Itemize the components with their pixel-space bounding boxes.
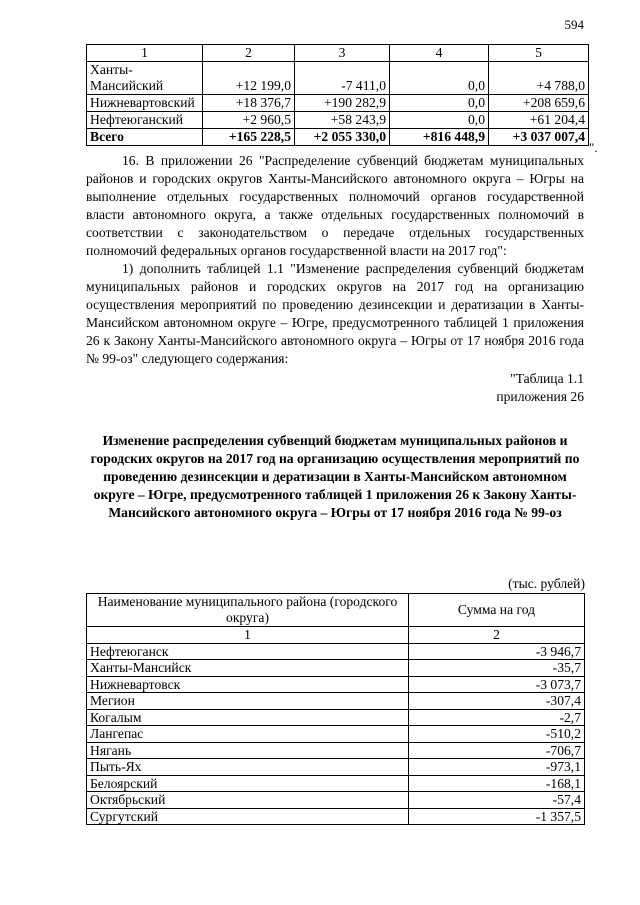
value-cell: -307,4 [409, 693, 585, 710]
row-name-cell: Ханты-Мансийск [87, 660, 409, 677]
value-cell: -2,7 [409, 709, 585, 726]
value-cell: +4 788,0 [489, 62, 589, 95]
column-header-row [87, 594, 585, 627]
value-cell: +2 960,5 [203, 112, 295, 129]
document-body [86, 152, 584, 522]
value-cell: -35,7 [409, 660, 585, 677]
value-cell: -973,1 [409, 759, 585, 776]
total-value-cell: +2 055 330,0 [295, 129, 390, 146]
total-row [87, 129, 589, 146]
table-row [87, 775, 585, 792]
value-cell: +12 199,0 [203, 62, 295, 95]
subvention-table [86, 593, 585, 825]
table-row [87, 62, 589, 95]
table-row [87, 742, 585, 759]
table-row [87, 709, 585, 726]
table-row [87, 808, 585, 825]
row-name-line: Ханты- [90, 62, 133, 77]
table-row [87, 643, 585, 660]
table-number: "Таблица 1.1 [510, 371, 584, 386]
value-cell: -3 946,7 [409, 643, 585, 660]
value-cell: -168,1 [409, 775, 585, 792]
table-row [87, 726, 585, 743]
value-cell: 0,0 [390, 62, 489, 95]
units-label: (тыс. рублей) [508, 576, 585, 591]
column-number-row [87, 627, 585, 644]
row-name-cell: Нижневартовский [87, 95, 203, 112]
page-number: 594 [564, 17, 584, 32]
value-cell: +208 659,6 [489, 95, 589, 112]
appendix-number: приложения 26 [496, 389, 584, 404]
header-cell: 2 [203, 45, 295, 62]
row-name-line: Мансийский [90, 78, 164, 93]
table-row [87, 693, 585, 710]
value-cell: 0,0 [390, 112, 489, 129]
row-name-cell: Нижневартовск [87, 676, 409, 693]
budget-changes-table [86, 44, 589, 146]
row-name-cell: Октябрьский [87, 792, 409, 809]
table-row [87, 792, 585, 809]
row-name-cell: Белоярский [87, 775, 409, 792]
row-name-cell: Нефтеюганск [87, 643, 409, 660]
closing-quote-mark: ". [589, 140, 598, 155]
header-cell: 5 [489, 45, 589, 62]
row-name-cell: Пыть-Ях [87, 759, 409, 776]
table-title: Изменение распределения субвенций бюджетам муниципальных районов и городских округов на 2017 год на организацию осуществления мероприятий по проведению дезинсекции и дератизации в Ханты-Мансийском автономном округе – Югре, предусмотренного таблицей 1 приложения 26 к Закону Ханты-Мансийского автономного округа – Югры от 17 ноября 2016 года № 99-оз [90, 433, 580, 520]
column-header-sum: Сумма на год [409, 594, 585, 627]
header-cell: 1 [87, 45, 203, 62]
row-name-cell: Когалым [87, 709, 409, 726]
column-number: 1 [87, 627, 409, 644]
table-row [87, 676, 585, 693]
value-cell: -3 073,7 [409, 676, 585, 693]
column-number-row [87, 45, 589, 62]
column-number: 2 [409, 627, 585, 644]
header-cell: 4 [390, 45, 489, 62]
value-cell: -1 357,5 [409, 808, 585, 825]
value-cell: -510,2 [409, 726, 585, 743]
value-cell: -57,4 [409, 792, 585, 809]
total-label-cell: Всего [87, 129, 203, 146]
total-value-cell: +816 448,9 [390, 129, 489, 146]
table-row [87, 759, 585, 776]
row-name-cell: Нягань [87, 742, 409, 759]
value-cell: +18 376,7 [203, 95, 295, 112]
value-cell: +61 204,4 [489, 112, 589, 129]
table-row [87, 112, 589, 129]
table-reference-line [86, 388, 584, 406]
table-reference-line [86, 370, 584, 388]
row-name-cell: Сургутский [87, 808, 409, 825]
row-name-cell: Нефтеюганский [87, 112, 203, 129]
total-value-cell: +3 037 007,4 [489, 129, 589, 146]
header-cell: 3 [295, 45, 390, 62]
row-name-cell: Лангепас [87, 726, 409, 743]
value-cell: +190 282,9 [295, 95, 390, 112]
value-cell: +58 243,9 [295, 112, 390, 129]
row-name-cell: Мегион [87, 693, 409, 710]
table-row [87, 95, 589, 112]
row-name-cell [87, 62, 203, 95]
column-header-name: Наименование муниципального района (городского округа) [87, 594, 409, 627]
paragraph-16: 16. В приложении 26 "Распределение субвенций бюджетам муниципальных районов и городских округов Ханты-Мансийского автономного округа – Югры на выполнение отдельных государственных полномочий органов государственной власти автономного округа, а также отдельных государственных полномочий в соответствии с законодательством о передаче отдельных государственных полномочий федеральных органов государственной власти на 2017 год": [86, 153, 584, 258]
value-cell: 0,0 [390, 95, 489, 112]
total-value-cell: +165 228,5 [203, 129, 295, 146]
paragraph-1: 1) дополнить таблицей 1.1 "Изменение распределения субвенций бюджетам муниципальных районов и городских округов на 2017 год на организацию осуществления мероприятий по проведению дезинсекции и дератизации в Ханты-Мансийском автономном округе – Югре, предусмотренного таблицей 1 приложения 26 к Закону Ханты-Мансийского автономного округа – Югры от 17 ноября 2016 года № 99-оз" следующего содержания: [86, 261, 584, 366]
value-cell: -706,7 [409, 742, 585, 759]
value-cell: -7 411,0 [295, 62, 390, 95]
table-row [87, 660, 585, 677]
